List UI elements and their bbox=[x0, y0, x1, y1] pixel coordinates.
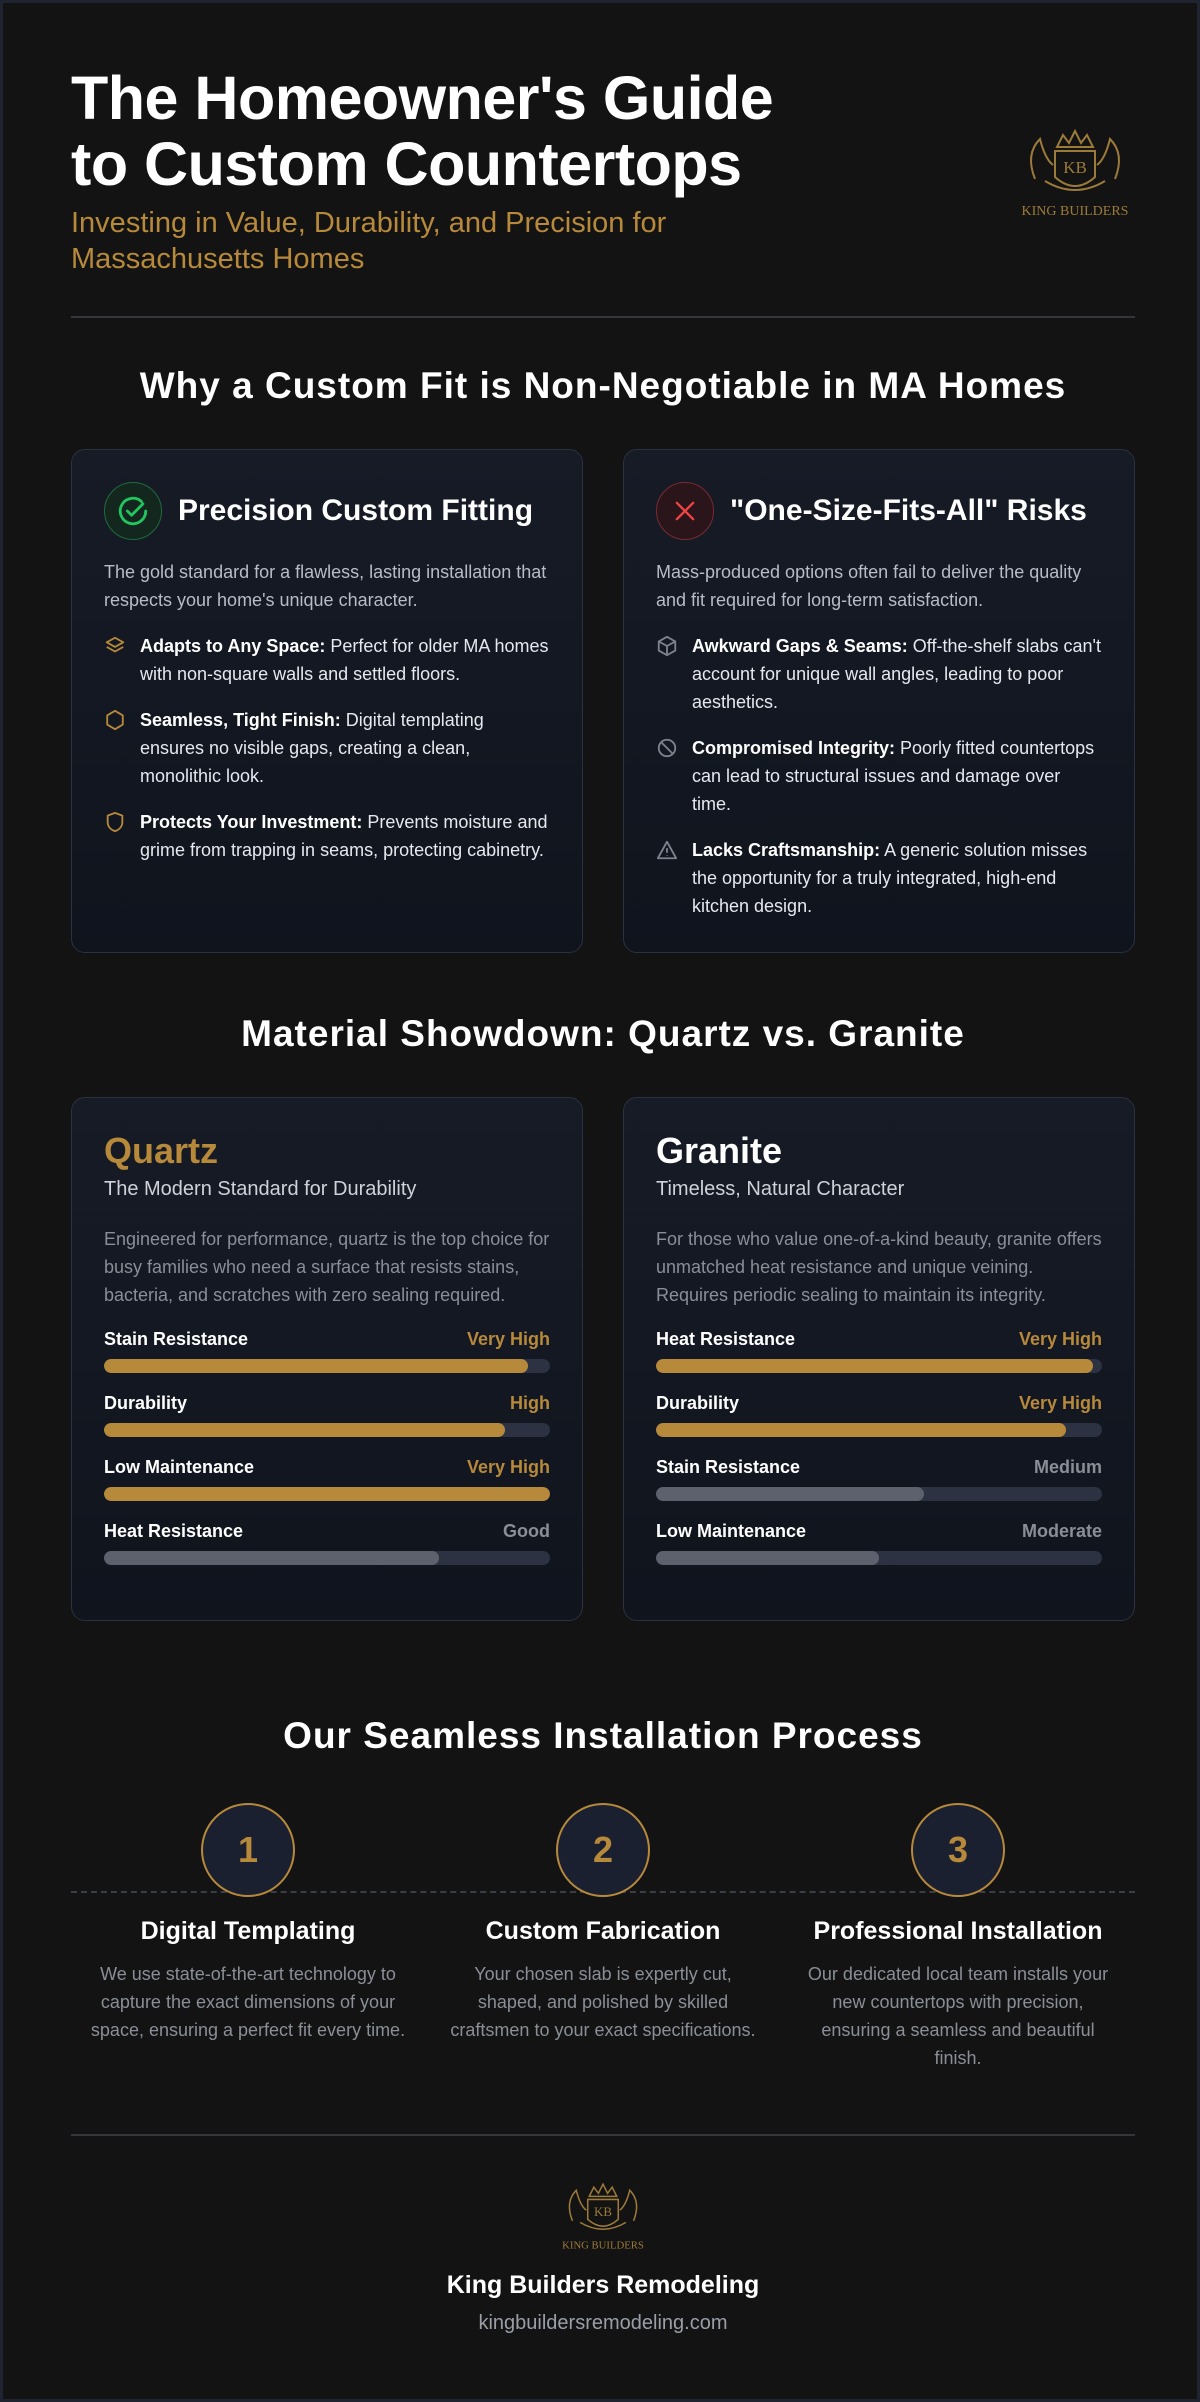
rating-label: Heat Resistance bbox=[104, 1521, 244, 1541]
step-number: 2 bbox=[556, 1803, 650, 1897]
rating-value: Very High bbox=[466, 1329, 550, 1349]
custom-feature bbox=[104, 808, 550, 864]
feature-text: A generic solution misses the opportunity for a truly integrated, high-end kitchen design. bbox=[692, 840, 1088, 916]
logo-mark: KB bbox=[593, 2204, 613, 2220]
rating-row bbox=[104, 1457, 550, 1501]
warning-icon bbox=[656, 839, 678, 861]
footer-website-link[interactable]: kingbuildersremodeling.com bbox=[478, 2312, 728, 2334]
step-number: 3 bbox=[911, 1803, 1005, 1897]
feature-text: Off-the-shelf slabs can't account for unique wall angles, leading to poor aesthetics. bbox=[692, 636, 1101, 712]
rating-label: Stain Resistance bbox=[656, 1457, 801, 1477]
feature-label: Protects Your Investment: bbox=[140, 812, 363, 832]
generic-risks-title: "One-Size-Fits-All" Risks bbox=[730, 494, 1087, 527]
granite-tagline: Timeless, Natural Character bbox=[656, 1178, 905, 1200]
king-builders-logo bbox=[1015, 119, 1135, 229]
rating-bar-track bbox=[104, 1487, 550, 1501]
rating-value: High bbox=[510, 1393, 550, 1413]
rating-bar-track bbox=[104, 1423, 550, 1437]
rating-bar-track bbox=[656, 1487, 1102, 1501]
rating-bar-fill bbox=[104, 1359, 528, 1373]
quartz-name: Quartz bbox=[104, 1130, 219, 1171]
quartz-ratings bbox=[104, 1329, 550, 1565]
rating-value: Medium bbox=[1033, 1457, 1102, 1477]
footer-company: King Builders Remodeling bbox=[446, 2271, 760, 2299]
process-step bbox=[71, 1803, 425, 2044]
process-section-title: Our Seamless Installation Process bbox=[283, 1715, 923, 1756]
rating-row bbox=[104, 1329, 550, 1373]
divider bbox=[71, 2134, 1135, 2136]
box-icon bbox=[656, 635, 678, 657]
ban-icon bbox=[656, 737, 678, 759]
rating-label: Stain Resistance bbox=[104, 1329, 249, 1349]
page-title: The Homeowner's Guide to Custom Countertops bbox=[71, 64, 774, 198]
feature-label: Compromised Integrity: bbox=[692, 738, 896, 758]
feature-text: Prevents moisture and grime from trapping in seams, protecting cabinetry. bbox=[140, 812, 548, 860]
rating-row bbox=[656, 1457, 1102, 1501]
rating-row bbox=[656, 1329, 1102, 1373]
custom-fit-card bbox=[71, 449, 583, 953]
rating-bar-track bbox=[656, 1551, 1102, 1565]
step-number: 1 bbox=[201, 1803, 295, 1897]
rating-bar-fill bbox=[104, 1423, 505, 1437]
footer bbox=[3, 2175, 1200, 2335]
rating-label: Low Maintenance bbox=[104, 1457, 255, 1477]
rating-bar-track bbox=[104, 1551, 550, 1565]
custom-fit-title: Precision Custom Fitting bbox=[178, 494, 534, 527]
granite-desc: For those who value one-of-a-kind beauty, granite offers unmatched heat resistance and unique veining. Requires periodic sealing to maintain its integrity. bbox=[656, 1229, 1102, 1305]
rating-bar-track bbox=[656, 1359, 1102, 1373]
granite-card bbox=[623, 1097, 1135, 1621]
rating-value: Very High bbox=[466, 1457, 550, 1477]
custom-feature bbox=[104, 706, 550, 790]
granite-ratings bbox=[656, 1329, 1102, 1565]
process-step bbox=[781, 1803, 1135, 2072]
hexagon-icon bbox=[104, 709, 126, 731]
logo-mark: KB bbox=[1063, 158, 1087, 177]
rating-row bbox=[656, 1393, 1102, 1437]
feature-text: Digital templating ensures no visible gaps, creating a clean, monolithic look. bbox=[140, 710, 484, 786]
rating-bar-track bbox=[656, 1423, 1102, 1437]
shield-icon bbox=[104, 811, 126, 833]
x-circle-icon bbox=[656, 482, 714, 540]
fit-section-title: Why a Custom Fit is Non-Negotiable in MA Homes bbox=[139, 365, 1067, 406]
materials-section-title: Material Showdown: Quartz vs. Granite bbox=[241, 1013, 965, 1054]
divider bbox=[71, 316, 1135, 318]
rating-value: Very High bbox=[1018, 1393, 1102, 1413]
step-desc: We use state-of-the-art technology to capture the exact dimensions of your space, ensuring a perfect fit every time. bbox=[90, 1964, 406, 2040]
logo-text: KING BUILDERS bbox=[562, 2239, 644, 2252]
step-title: Professional Installation bbox=[813, 1917, 1103, 1945]
check-circle-icon bbox=[104, 482, 162, 540]
risk-feature bbox=[656, 836, 1102, 920]
rating-bar-track bbox=[104, 1359, 550, 1373]
rating-value: Moderate bbox=[1021, 1521, 1102, 1541]
granite-name: Granite bbox=[656, 1130, 783, 1171]
custom-feature bbox=[104, 632, 550, 688]
feature-text: Poorly fitted countertops can lead to structural issues and damage over time. bbox=[692, 738, 1095, 814]
generic-risks-card bbox=[623, 449, 1135, 953]
rating-value: Very High bbox=[1018, 1329, 1102, 1349]
feature-label: Adapts to Any Space: bbox=[140, 636, 326, 656]
rating-label: Durability bbox=[104, 1393, 188, 1413]
risk-feature bbox=[656, 734, 1102, 818]
rating-label: Durability bbox=[656, 1393, 740, 1413]
step-title: Custom Fabrication bbox=[485, 1917, 721, 1945]
step-desc: Your chosen slab is expertly cut, shaped, and polished by skilled craftsmen to your exact specifications. bbox=[450, 1964, 756, 2040]
process-steps bbox=[71, 1803, 1135, 2083]
rating-label: Heat Resistance bbox=[656, 1329, 796, 1349]
quartz-tagline: The Modern Standard for Durability bbox=[104, 1178, 417, 1200]
logo-text: KING BUILDERS bbox=[1021, 204, 1129, 219]
quartz-desc: Engineered for performance, quartz is the top choice for busy families who need a surface that resists stains, bacteria, and scratches with zero sealing required. bbox=[104, 1229, 550, 1305]
rating-bar-fill bbox=[104, 1487, 550, 1501]
rating-bar-fill bbox=[656, 1359, 1093, 1373]
rating-bar-fill bbox=[656, 1487, 924, 1501]
rating-value: Good bbox=[503, 1521, 550, 1541]
step-title: Digital Templating bbox=[140, 1917, 356, 1945]
rating-bar-fill bbox=[656, 1423, 1066, 1437]
feature-text: Perfect for older MA homes with non-square walls and settled floors. bbox=[140, 636, 549, 684]
rating-row bbox=[104, 1393, 550, 1437]
rating-row bbox=[104, 1521, 550, 1565]
rating-row bbox=[656, 1521, 1102, 1565]
feature-label: Lacks Craftsmanship: bbox=[692, 840, 881, 860]
risk-feature bbox=[656, 632, 1102, 716]
layers-icon bbox=[104, 635, 126, 657]
quartz-card bbox=[71, 1097, 583, 1621]
header bbox=[71, 65, 1135, 273]
feature-label: Awkward Gaps & Seams: bbox=[692, 636, 908, 656]
process-step bbox=[426, 1803, 780, 2044]
feature-label: Seamless, Tight Finish: bbox=[140, 710, 341, 730]
rating-bar-fill bbox=[104, 1551, 439, 1565]
rating-label: Low Maintenance bbox=[656, 1521, 807, 1541]
custom-fit-desc: The gold standard for a flawless, lasting installation that respects your home's unique character. bbox=[104, 562, 547, 610]
generic-risks-desc: Mass-produced options often fail to deliver the quality and fit required for long-term satisfaction. bbox=[656, 562, 1082, 610]
step-desc: Our dedicated local team installs your new countertops with precision, ensuring a seamless and beautiful finish. bbox=[807, 1964, 1109, 2068]
king-builders-logo bbox=[555, 2175, 651, 2259]
page-subtitle: Investing in Value, Durability, and Precision for Massachusetts Homes bbox=[71, 207, 667, 275]
rating-bar-fill bbox=[656, 1551, 879, 1565]
